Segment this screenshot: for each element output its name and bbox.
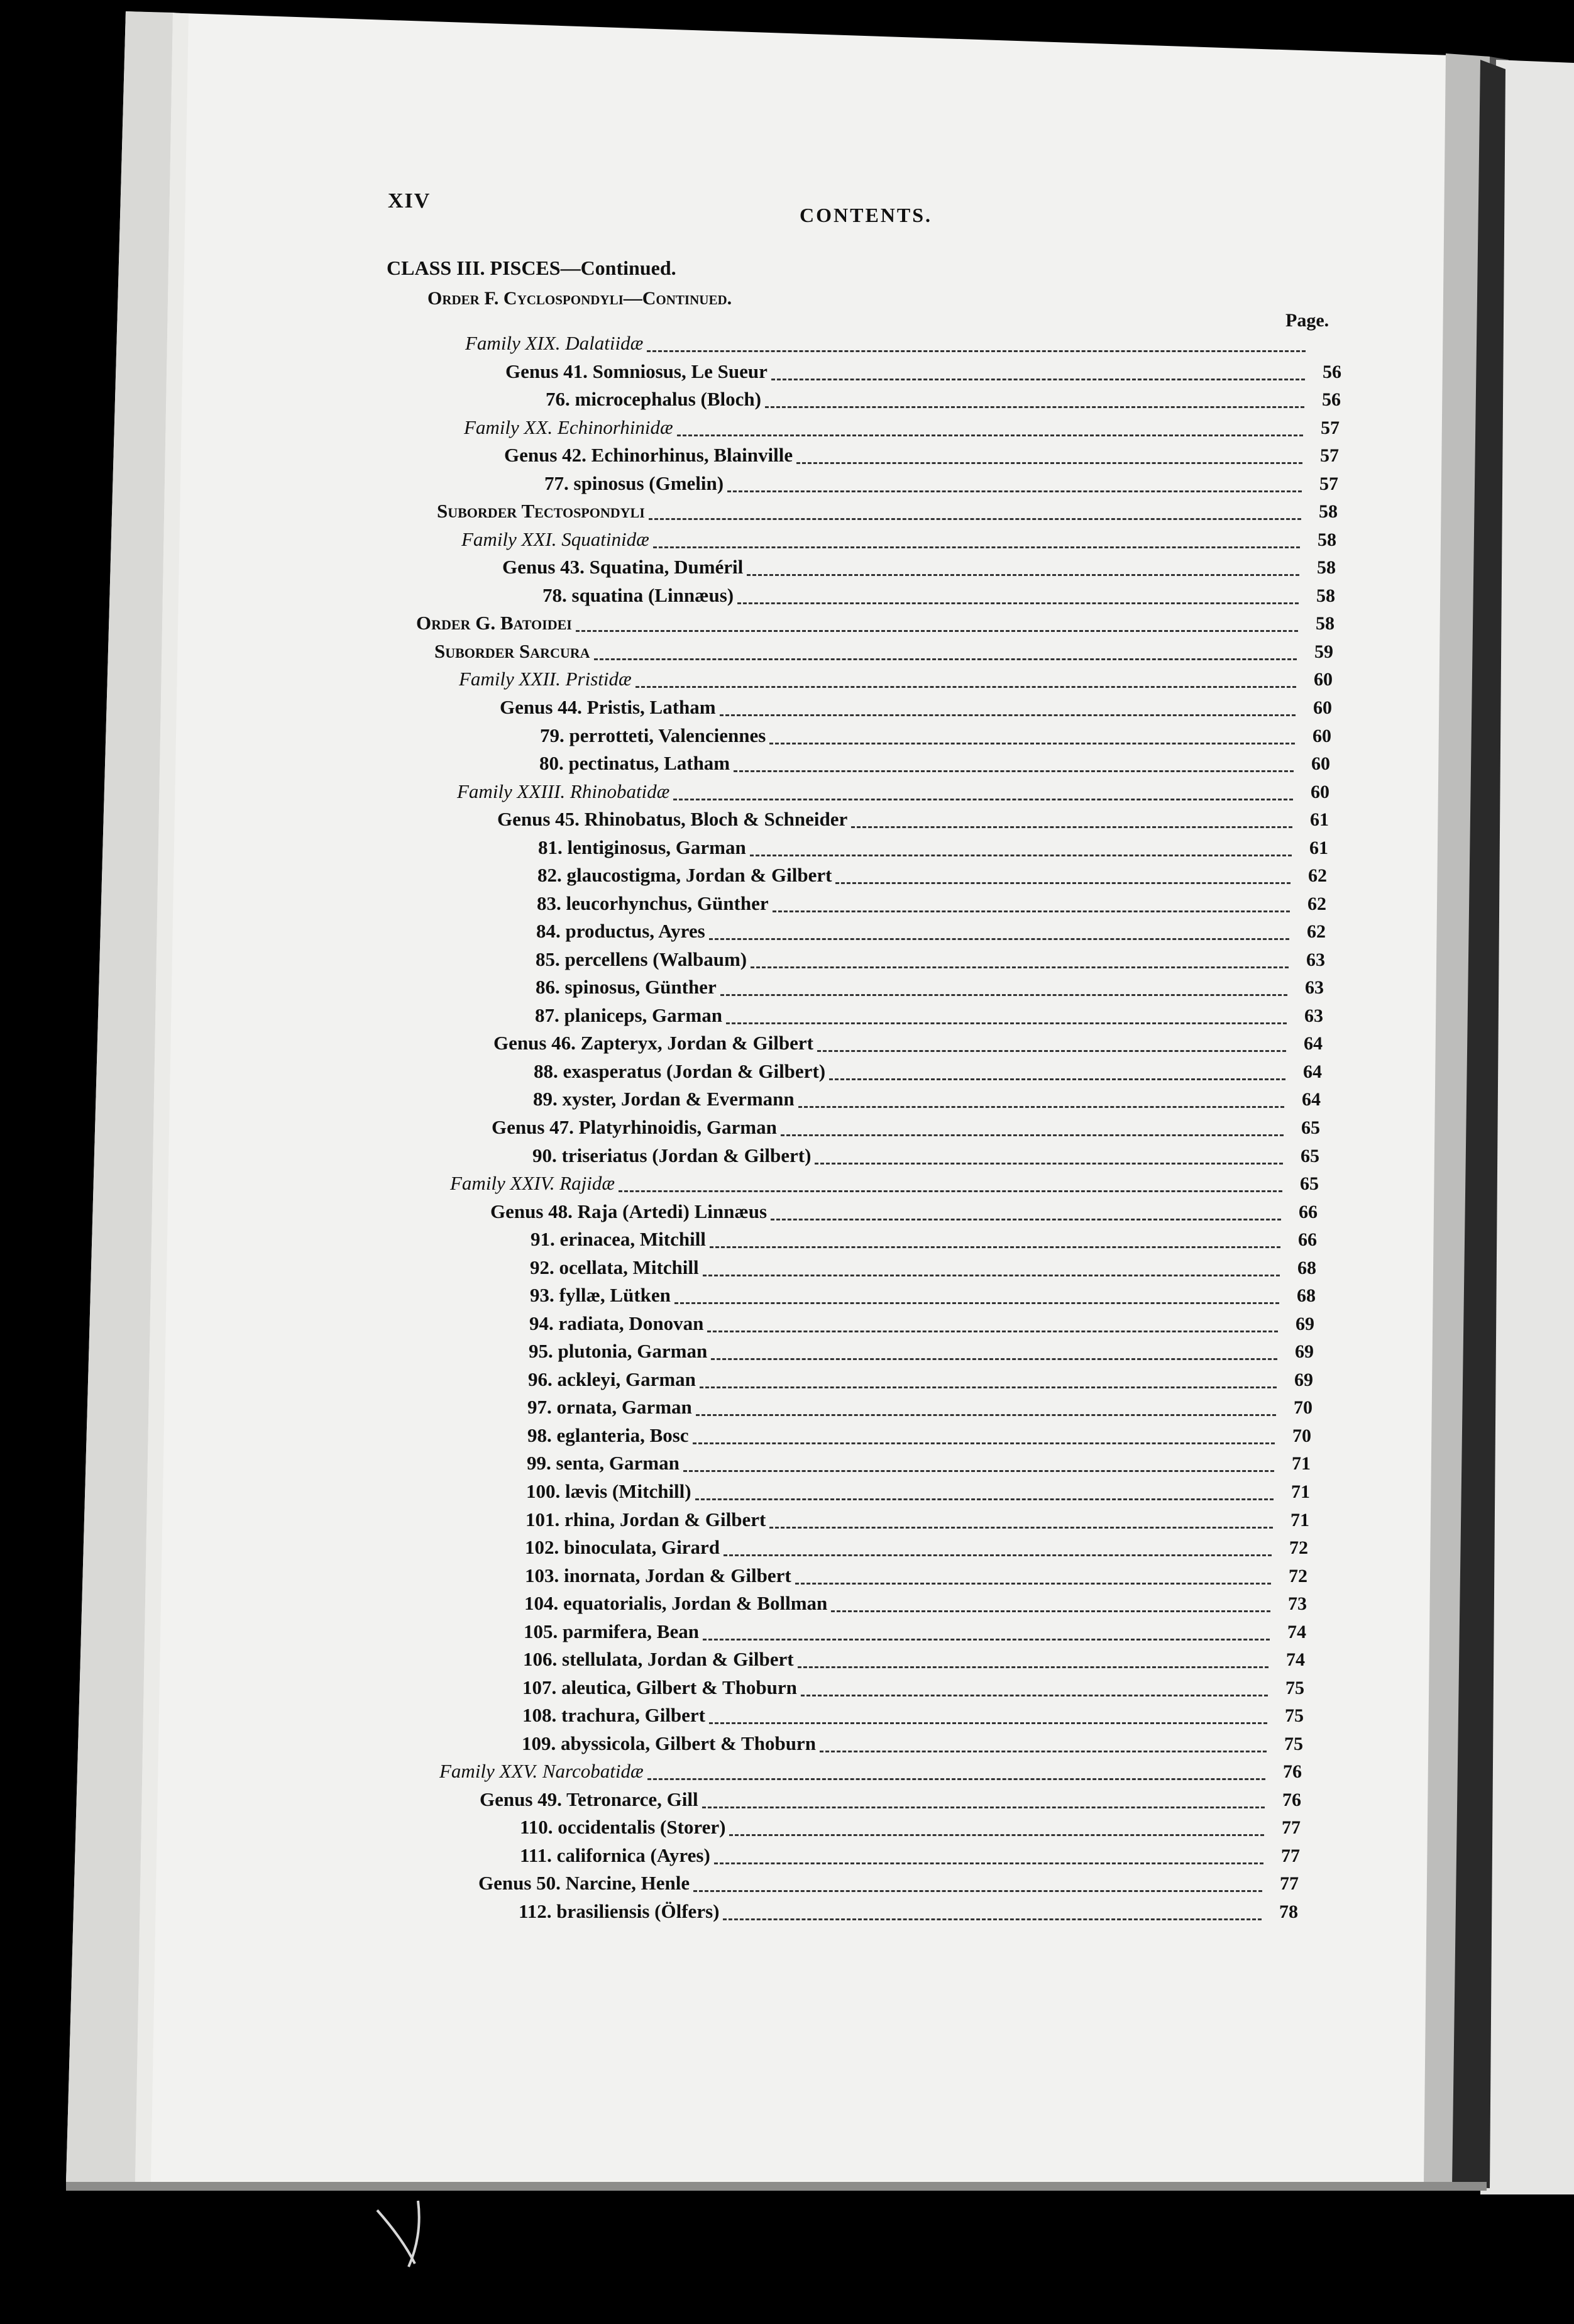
toc-entry-page: 61 xyxy=(1310,809,1329,830)
toc-entry-label: Genus 50. Narcine, Henle xyxy=(478,1872,690,1894)
toc-entry-page: 60 xyxy=(1313,697,1332,718)
toc-entry-label: 99. senta, Garman xyxy=(527,1452,680,1474)
toc-entry-page: 60 xyxy=(1314,669,1333,690)
toc-entry-page: 58 xyxy=(1319,501,1338,522)
toc-entry-page: 77 xyxy=(1280,1873,1299,1894)
toc-entry-page: 72 xyxy=(1289,1566,1307,1586)
toc-entry-label: 95. plutonia, Garman xyxy=(529,1340,708,1362)
toc-entry-label: 103. inornata, Jordan & Gilbert xyxy=(525,1564,791,1586)
toc-entry-label: Family XX. Echinorhinidæ xyxy=(464,416,673,438)
toc-entry-label: 106. stellulata, Jordan & Gilbert xyxy=(523,1648,794,1670)
toc-entry-page: 62 xyxy=(1308,865,1327,886)
toc-entry-label: Genus 47. Platyrhinoidis, Garman xyxy=(492,1116,777,1138)
toc-entry-label: Genus 48. Raja (Artedi) Linnæus xyxy=(490,1200,768,1222)
toc-entry-page: 63 xyxy=(1304,1005,1323,1026)
toc-entry-label: 107. aleutica, Gilbert & Thoburn xyxy=(522,1676,797,1698)
toc-entry-page: 59 xyxy=(1314,641,1333,662)
toc-entry-label: 83. leucorhynchus, Günther xyxy=(537,892,769,914)
toc-entry-page: 62 xyxy=(1307,921,1326,942)
toc-entry-page: 58 xyxy=(1316,613,1335,634)
toc-entry-page: 58 xyxy=(1316,585,1335,606)
toc-entry-page: 77 xyxy=(1281,1845,1300,1866)
toc-entry-page: 76 xyxy=(1282,1790,1301,1810)
toc-entry-page: 75 xyxy=(1285,1705,1304,1726)
toc-entry-page: 58 xyxy=(1317,557,1336,578)
toc-entry-page: 57 xyxy=(1321,418,1340,438)
toc-entry-label: Suborder Tectospondyli xyxy=(437,500,645,522)
toc-entry-label: 102. binoculata, Girard xyxy=(525,1536,720,1558)
toc-entry-label: 76. microcephalus (Bloch) xyxy=(546,388,761,410)
toc-entry-page: 66 xyxy=(1298,1229,1317,1250)
toc-entry-page: 62 xyxy=(1307,894,1326,914)
toc-entry-label: Genus 44. Pristis, Latham xyxy=(500,696,716,718)
toc-entry-label: 104. equatorialis, Jordan & Bollman xyxy=(524,1592,828,1614)
toc-entry-page: 61 xyxy=(1309,838,1328,858)
toc-entry-label: 96. ackleyi, Garman xyxy=(528,1368,696,1390)
toc-entry-page: 68 xyxy=(1297,1285,1316,1306)
toc-entry-page: 56 xyxy=(1323,362,1341,382)
toc-entry-page: 63 xyxy=(1306,949,1325,970)
toc-entry-label: 82. glaucostigma, Jordan & Gilbert xyxy=(537,864,832,886)
toc-entry-page: 70 xyxy=(1294,1397,1313,1418)
toc-entry-label: 101. rhina, Jordan & Gilbert xyxy=(526,1508,766,1530)
toc-entry-page: 69 xyxy=(1295,1341,1314,1362)
toc-entry-page: 64 xyxy=(1303,1061,1322,1082)
toc-entry-page: 75 xyxy=(1285,1678,1304,1698)
toc-entry-page: 71 xyxy=(1292,1453,1311,1474)
toc-entry-label: 87. planiceps, Garman xyxy=(535,1004,722,1026)
toc-entry-page: 64 xyxy=(1304,1033,1323,1054)
toc-entry-page: 65 xyxy=(1301,1146,1319,1166)
toc-entry-label: Suborder Sarcura xyxy=(434,640,590,662)
toc-entry-label: Family XXIII. Rhinobatidæ xyxy=(457,780,670,802)
toc-entry-label: 112. brasiliensis (Ölfers) xyxy=(519,1900,720,1922)
toc-entry-page: 58 xyxy=(1318,529,1336,550)
toc-entry-label: 90. triseriatus (Jordan & Gilbert) xyxy=(532,1144,812,1166)
toc-entry-label: Family XXI. Squatinidæ xyxy=(461,528,649,550)
toc-entry-label: 93. fyllæ, Lütken xyxy=(530,1284,671,1306)
toc-entry-page: 74 xyxy=(1286,1649,1305,1670)
toc-entry-page: 57 xyxy=(1320,445,1339,466)
toc-entry-label: 98. eglanteria, Bosc xyxy=(527,1424,689,1446)
toc-entry-label: Genus 49. Tetronarce, Gill xyxy=(480,1788,698,1810)
toc-entry-label: Family XIX. Dalatiidæ xyxy=(465,332,644,354)
toc-entry-page: 65 xyxy=(1301,1117,1320,1138)
toc-entry-label: 91. erinacea, Mitchill xyxy=(531,1228,706,1250)
order-heading: Order F. Cyclospondyli—Continued. xyxy=(427,288,732,309)
toc-entry-label: Genus 46. Zapteryx, Jordan & Gilbert xyxy=(493,1032,813,1054)
toc-entry-label: 78. squatina (Linnæus) xyxy=(542,584,734,606)
toc-entry-label: 100. lævis (Mitchill) xyxy=(526,1480,691,1502)
toc-entry-page: 70 xyxy=(1292,1425,1311,1446)
toc-entry-label: Genus 45. Rhinobatus, Bloch & Schneider xyxy=(497,808,848,830)
toc-entry-label: 94. radiata, Donovan xyxy=(529,1312,704,1334)
toc-entry-label: 111. californica (Ayres) xyxy=(520,1844,710,1866)
toc-entry-page: 60 xyxy=(1311,753,1330,774)
toc-entry-label: 105. parmifera, Bean xyxy=(524,1620,699,1642)
toc-entry-label: 88. exasperatus (Jordan & Gilbert) xyxy=(534,1060,826,1082)
toc-entry-label: Family XXV. Narcobatidæ xyxy=(439,1760,644,1782)
toc-entry-label: Family XXIV. Rajidæ xyxy=(450,1172,615,1194)
toc-entry-label: 92. ocellata, Mitchill xyxy=(530,1256,699,1278)
toc-entry-page: 74 xyxy=(1287,1622,1306,1642)
toc-entry-label: 79. perrotteti, Valenciennes xyxy=(540,724,766,746)
toc-entry-label: 89. xyster, Jordan & Evermann xyxy=(533,1088,795,1110)
toc-entry-page: 69 xyxy=(1296,1314,1314,1334)
class-heading: CLASS III. PISCES—Continued. xyxy=(387,257,676,279)
toc-entry-page: 56 xyxy=(1322,389,1341,410)
toc-entry-label: 86. spinosus, Günther xyxy=(536,976,717,998)
toc-entry-page: 76 xyxy=(1283,1761,1302,1782)
toc-entry-page: 60 xyxy=(1311,782,1329,802)
toc-entry-label: Genus 42. Echinorhinus, Blainville xyxy=(504,444,793,466)
toc-entry-label: 84. productus, Ayres xyxy=(536,920,705,942)
toc-entry-label: 81. lentiginosus, Garman xyxy=(538,836,746,858)
page-number: XIV xyxy=(388,189,431,213)
toc-entry-page: 65 xyxy=(1300,1173,1319,1194)
toc-entry-page: 71 xyxy=(1291,1510,1309,1530)
toc-entry-label: 80. pectinatus, Latham xyxy=(539,752,730,774)
toc-entry-page: 73 xyxy=(1288,1593,1307,1614)
toc-entry-label: 85. percellens (Walbaum) xyxy=(536,948,747,970)
toc-entry-page: 63 xyxy=(1305,977,1324,998)
toc-entry-label: 108. trachura, Gilbert xyxy=(522,1704,706,1726)
toc-entry-label: 97. ornata, Garman xyxy=(527,1396,692,1418)
toc-entry-label: Order G. Batoidei xyxy=(416,612,572,634)
toc-entry-page: 68 xyxy=(1297,1258,1316,1278)
toc-entry-page: 71 xyxy=(1291,1481,1310,1502)
toc-entry-label: 109. abyssicola, Gilbert & Thoburn xyxy=(522,1732,816,1754)
toc-entry-page: 69 xyxy=(1294,1370,1313,1390)
toc-entry-page: 77 xyxy=(1282,1817,1301,1838)
toc-entry-label: Genus 41. Somniosus, Le Sueur xyxy=(505,360,768,382)
toc-entry-label: Genus 43. Squatina, Duméril xyxy=(502,556,744,578)
toc-entry-label: 77. spinosus (Gmelin) xyxy=(544,472,724,494)
toc-entry-page: 66 xyxy=(1299,1202,1318,1222)
toc-entry-page: 57 xyxy=(1319,473,1338,494)
toc-entry-page: 78 xyxy=(1279,1901,1298,1922)
toc-entry-page: 64 xyxy=(1302,1089,1321,1110)
toc-entry-label: Family XXII. Pristidæ xyxy=(459,668,632,690)
toc-entry-label: 110. occidentalis (Storer) xyxy=(520,1816,726,1838)
toc-entry-page: 60 xyxy=(1313,726,1331,746)
toc-entry-page: 72 xyxy=(1289,1537,1308,1558)
toc-entry-page: 75 xyxy=(1284,1734,1303,1754)
page-column-label: Page. xyxy=(1285,310,1329,331)
running-title: CONTENTS. xyxy=(800,204,933,226)
